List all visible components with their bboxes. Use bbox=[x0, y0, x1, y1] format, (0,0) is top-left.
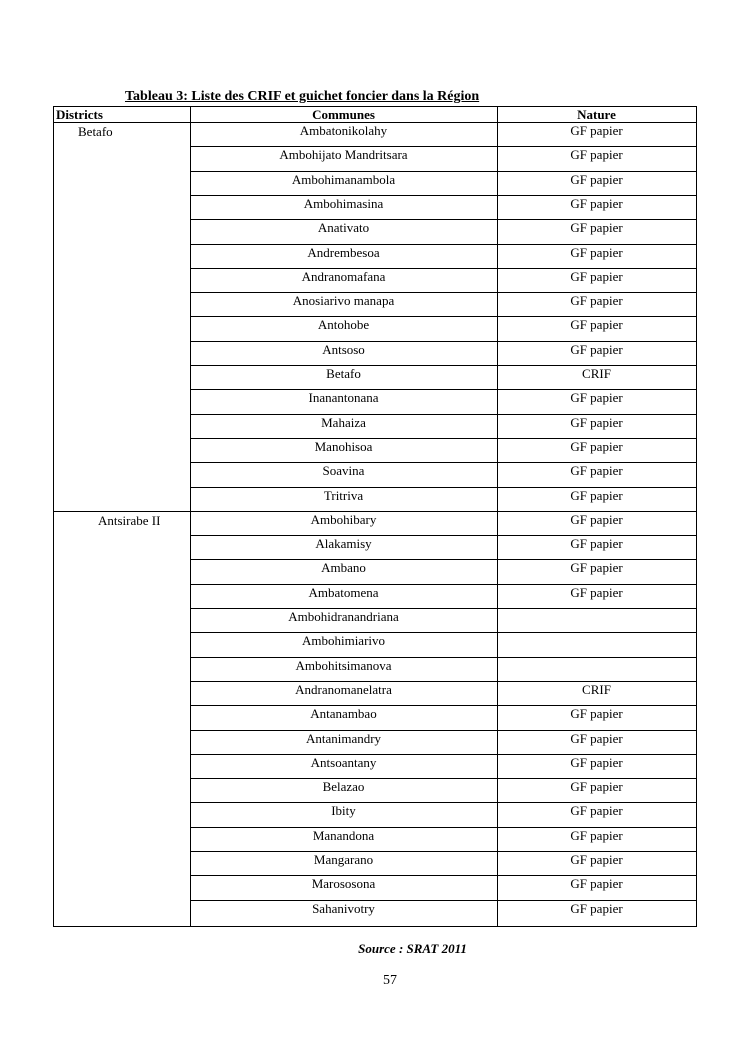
commune-cell: Antanimandry bbox=[305, 730, 382, 746]
commune-cell: Ambohijato Mandritsara bbox=[279, 147, 408, 163]
commune-cell: Ambohimanambola bbox=[291, 171, 396, 187]
commune-cell: Manohisoa bbox=[314, 438, 373, 454]
nature-cell: GF papier bbox=[570, 754, 623, 770]
nature-cell: GF papier bbox=[570, 268, 623, 284]
nature-cell: GF papier bbox=[570, 876, 623, 892]
commune-cell: Marososona bbox=[311, 876, 376, 892]
commune-cell: Ambatonikolahy bbox=[299, 123, 388, 138]
header-districts: Districts bbox=[56, 107, 103, 122]
commune-cell: Inanantonana bbox=[308, 390, 379, 406]
commune-cell: Andranomafana bbox=[301, 268, 386, 284]
header-communes: Communes bbox=[312, 107, 375, 122]
nature-cell: GF papier bbox=[570, 414, 623, 430]
commune-cell: Antanambao bbox=[310, 706, 377, 722]
commune-cell: Betafo bbox=[326, 366, 361, 381]
commune-cell: Ambano bbox=[321, 560, 366, 576]
nature-cell: GF papier bbox=[570, 220, 623, 236]
commune-cell: Andranomanelatra bbox=[295, 681, 392, 697]
nature-cell: GF papier bbox=[570, 536, 623, 552]
nature-cell: GF papier bbox=[570, 171, 623, 187]
nature-cell: GF papier bbox=[570, 560, 623, 576]
commune-cell: Ambohitsimanova bbox=[295, 657, 392, 673]
commune-cell: Ambohibary bbox=[310, 511, 377, 527]
nature-cell: GF papier bbox=[570, 779, 623, 795]
commune-cell: Soavina bbox=[322, 463, 365, 479]
nature-cell: GF papier bbox=[570, 706, 623, 722]
commune-cell: Tritriva bbox=[323, 487, 364, 503]
commune-cell: Ambohimiarivo bbox=[301, 633, 386, 649]
commune-cell: Antsoantany bbox=[310, 754, 377, 770]
commune-cell: Ambohimasina bbox=[303, 195, 384, 211]
nature-cell: GF papier bbox=[570, 317, 623, 333]
nature-cell: GF papier bbox=[570, 463, 623, 479]
nature-cell: CRIF bbox=[582, 366, 611, 381]
district-name: Antsirabe II bbox=[98, 512, 161, 528]
nature-cell: GF papier bbox=[570, 195, 623, 211]
page-number: 57 bbox=[383, 973, 397, 988]
district-name: Betafo bbox=[78, 124, 113, 139]
nature-cell: GF papier bbox=[570, 730, 623, 746]
nature-cell: GF papier bbox=[570, 147, 623, 163]
commune-cell: Anosiarivo manapa bbox=[292, 293, 395, 309]
nature-cell: GF papier bbox=[570, 438, 623, 454]
nature-cell: GF papier bbox=[570, 487, 623, 503]
nature-cell: GF papier bbox=[570, 511, 623, 527]
commune-cell: Ambatomena bbox=[308, 584, 379, 600]
commune-cell: Belazao bbox=[322, 779, 365, 795]
commune-cell: Mangarano bbox=[313, 852, 374, 867]
commune-cell: Sahanivotry bbox=[312, 900, 375, 916]
table-title: Tableau 3: Liste des CRIF et guichet foncier dans la Région bbox=[125, 89, 480, 104]
nature-cell: GF papier bbox=[570, 827, 623, 843]
header-nature: Nature bbox=[577, 107, 616, 122]
source-note: Source : SRAT 2011 bbox=[358, 941, 467, 956]
nature-cell: GF papier bbox=[570, 341, 623, 357]
crif-table bbox=[53, 106, 697, 927]
nature-cell: GF papier bbox=[570, 803, 623, 819]
nature-cell: GF papier bbox=[570, 293, 623, 309]
commune-cell: Antsoso bbox=[322, 341, 365, 357]
commune-cell: Alakamisy bbox=[315, 536, 372, 552]
commune-cell: Mahaiza bbox=[321, 414, 366, 430]
nature-cell: GF papier bbox=[570, 584, 623, 600]
nature-cell: GF papier bbox=[570, 244, 623, 260]
nature-cell: GF papier bbox=[570, 123, 623, 138]
commune-cell: Andrembesoa bbox=[307, 244, 380, 260]
nature-cell: GF papier bbox=[570, 852, 623, 867]
commune-cell: Manandona bbox=[312, 827, 375, 843]
nature-cell: GF papier bbox=[570, 390, 623, 406]
nature-cell: CRIF bbox=[582, 681, 611, 697]
commune-cell: Ambohidranandriana bbox=[288, 609, 399, 624]
commune-cell: Anativato bbox=[317, 220, 370, 236]
commune-cell: Antohobe bbox=[317, 317, 370, 333]
nature-cell: GF papier bbox=[570, 900, 623, 916]
commune-cell: Ibity bbox=[331, 803, 356, 819]
